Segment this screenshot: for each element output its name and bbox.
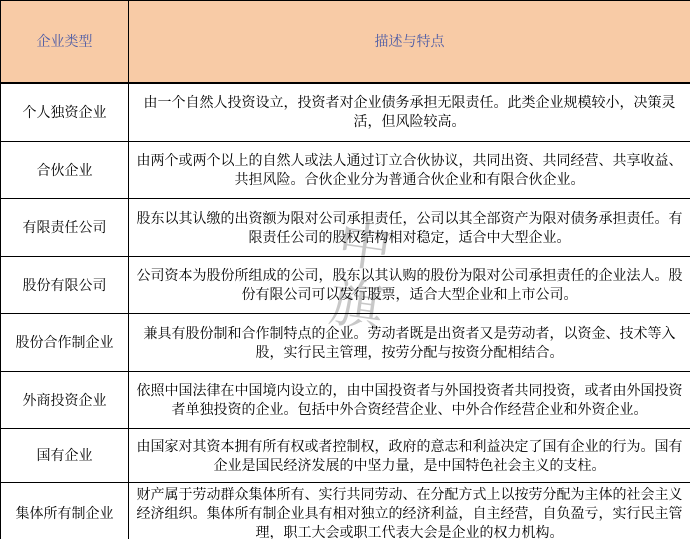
row-description: 公司资本为股份所组成的公司，股东以其认购的股份为限对公司承担责任的企业法人。股份有限公司可以发行股票，适合大型企业和上市公司。 bbox=[129, 257, 690, 314]
row-label: 个人独资企业 bbox=[1, 83, 129, 142]
row-description: 股东以其认缴的出资额为限对公司承担责任，公司以其全部资产为限对债务承担责任。有限责任公司的股权结构相对稳定，适合中大型企业。 bbox=[129, 199, 690, 257]
row-label: 有限责任公司 bbox=[1, 199, 129, 257]
row-description: 由国家对其资本拥有所有权或者控制权，政府的意志和利益决定了国有企业的行为。国有企业是国民经济发展的中坚力量，是中国特色社会主义的支柱。 bbox=[129, 429, 690, 483]
header-cell-description: 描述与特点 bbox=[129, 1, 690, 83]
row-label: 国有企业 bbox=[1, 429, 129, 483]
table-row bbox=[1, 83, 690, 142]
header-row bbox=[1, 1, 690, 83]
table-row bbox=[1, 314, 690, 372]
table-row bbox=[1, 483, 690, 539]
row-label: 合伙企业 bbox=[1, 142, 129, 199]
row-description: 由一个自然人投资设立，投资者对企业债务承担无限责任。此类企业规模较小，决策灵活，但风险较高。 bbox=[129, 83, 690, 142]
header-cell-enterprise-type: 企业类型 bbox=[1, 1, 129, 83]
row-description: 依照中国法律在中国境内设立的，由中国投资者与外国投资者共同投资，或者由外国投资者单独投资的企业。包括中外合资经营企业、中外合作经营企业和外资企业。 bbox=[129, 372, 690, 429]
watermark-text: 中旗 bbox=[317, 212, 395, 340]
row-label: 股份有限公司 bbox=[1, 257, 129, 314]
row-label: 股份合作制企业 bbox=[1, 314, 129, 372]
table-row bbox=[1, 372, 690, 429]
row-description: 兼具有股份制和合作制特点的企业。劳动者既是出资者又是劳动者，以资金、技术等入股，实行民主管理，按劳分配与按资分配相结合。 bbox=[129, 314, 690, 372]
table-row bbox=[1, 429, 690, 483]
row-description: 由两个或两个以上的自然人或法人通过订立合伙协议，共同出资、共同经营、共享收益、共担风险。合伙企业分为普通合伙企业和有限合伙企业。 bbox=[129, 142, 690, 199]
table-row bbox=[1, 257, 690, 314]
row-label: 集体所有制企业 bbox=[1, 483, 129, 539]
table-row bbox=[1, 142, 690, 199]
row-label: 外商投资企业 bbox=[1, 372, 129, 429]
table-row bbox=[1, 199, 690, 257]
row-description: 财产属于劳动群众集体所有、实行共同劳动、在分配方式上以按劳分配为主体的社会主义经济组织。集体所有制企业具有相对独立的经济利益，自主经营，自负盈亏，实行民主管理，职工大会或职工代表大会是企业的权力机构。 bbox=[129, 483, 690, 539]
